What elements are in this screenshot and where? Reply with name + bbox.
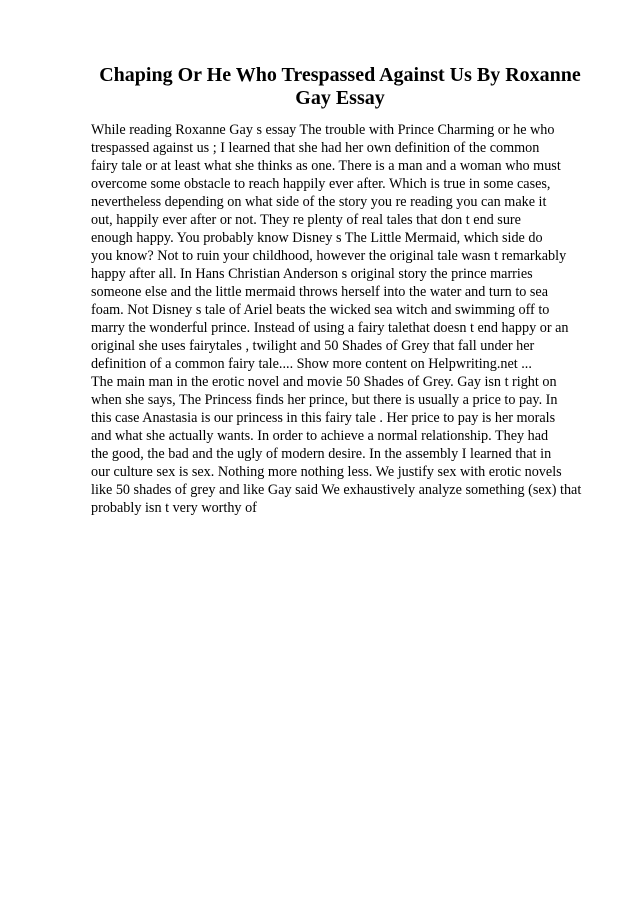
page-title <box>60 64 620 110</box>
body-line: when she says, The Princess finds her prince, but there is usually a price to pay. In <box>91 392 558 408</box>
essay-body <box>91 121 621 517</box>
body-line: you know? Not to ruin your childhood, however the original tale wasn t remarkably <box>91 248 567 264</box>
body-line: definition of a common fairy tale.... Show more content on Helpwriting.net ... <box>91 356 532 372</box>
body-line: this case Anastasia is our princess in this fairy tale . Her price to pay is her morals <box>91 410 556 426</box>
body-line: foam. Not Disney s tale of Ariel beats the wicked sea witch and swimming off to <box>91 302 550 318</box>
body-line: overcome some obstacle to reach happily ever after. Which is true in some cases, <box>91 176 551 192</box>
body-line: our culture sex is sex. Nothing more nothing less. We justify sex with erotic novels <box>91 464 562 480</box>
body-line: like 50 shades of grey and like Gay said We exhaustively analyze something (sex) that <box>91 482 582 498</box>
body-line: While reading Roxanne Gay s essay The trouble with Prince Charming or he who <box>91 122 555 138</box>
body-line: someone else and the little mermaid throws herself into the water and turn to sea <box>91 284 549 300</box>
body-line: nevertheless depending on what side of the story you re reading you can make it <box>91 194 547 210</box>
body-line: the good, the bad and the ugly of modern desire. In the assembly I learned that in <box>91 446 552 462</box>
body-line: and what she actually wants. In order to achieve a normal relationship. They had <box>91 428 549 444</box>
body-line: probably isn t very worthy of <box>91 500 257 516</box>
body-line: trespassed against us ; I learned that she had her own definition of the common <box>91 140 540 156</box>
body-line: enough happy. You probably know Disney s The Little Mermaid, which side do <box>91 230 543 246</box>
body-line: out, happily ever after or not. They re plenty of real tales that don t end sure <box>91 212 521 228</box>
body-line: happy after all. In Hans Christian Anderson s original story the prince marries <box>91 266 533 282</box>
body-line: fairy tale or at least what she thinks as one. There is a man and a woman who must <box>91 158 561 174</box>
body-line: The main man in the erotic novel and movie 50 Shades of Grey. Gay isn t right on <box>91 374 557 390</box>
body-line: original she uses fairytales , twilight and 50 Shades of Grey that fall under her <box>91 338 535 354</box>
body-line: marry the wonderful prince. Instead of using a fairy talethat doesn t end happy or an <box>91 320 569 336</box>
title-line-2: Gay Essay <box>295 87 385 109</box>
title-line-1: Chaping Or He Who Trespassed Against Us By Roxanne <box>99 64 581 86</box>
